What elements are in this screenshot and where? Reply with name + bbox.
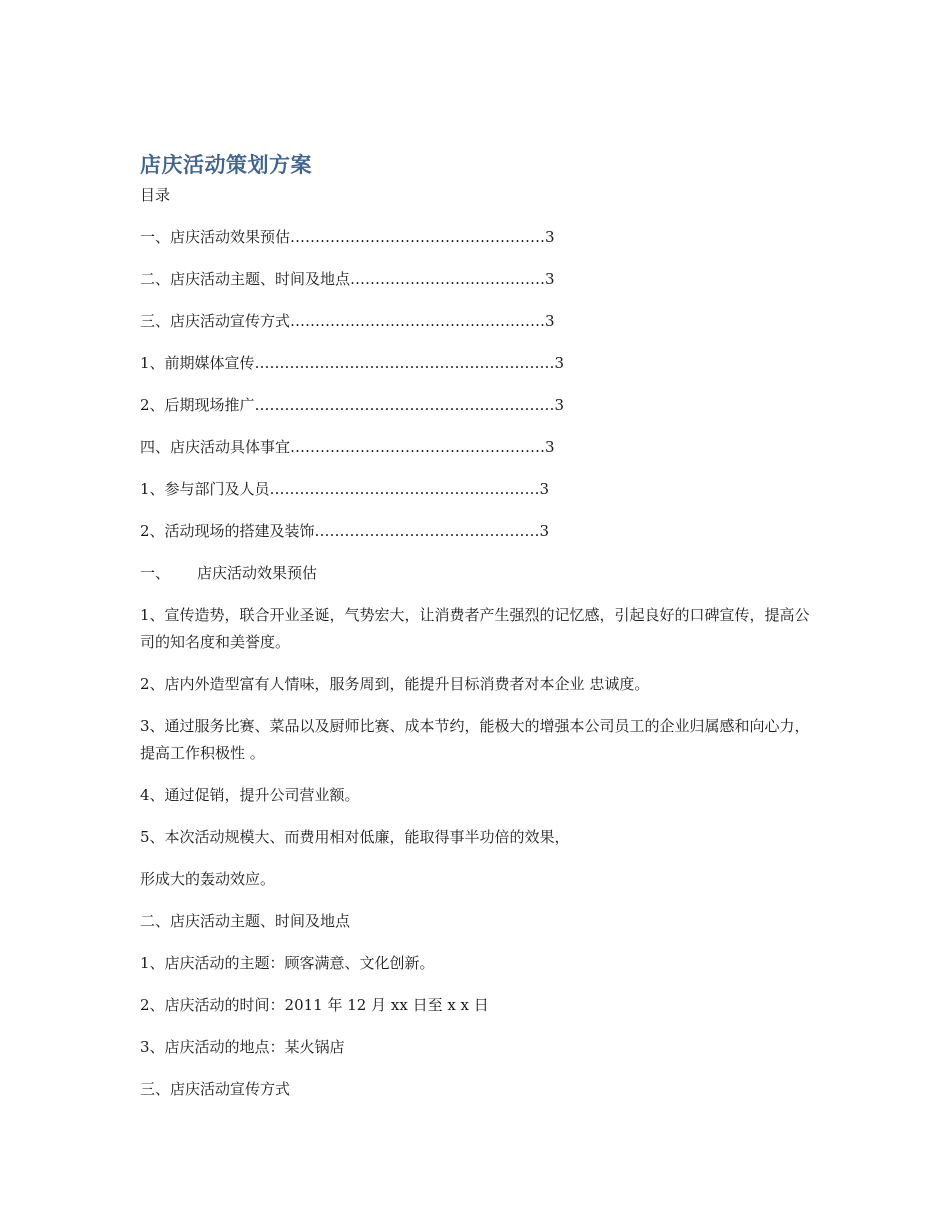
section-heading [140,560,820,586]
toc-entry[interactable]: 1、前期媒体宣传……………………………………………………3 [140,354,565,372]
toc-entry[interactable]: 1、参与部门及人员………………………………………………3 [140,480,550,498]
paragraph: 4、通过促销，提升公司营业额。 [140,786,360,804]
table-of-contents [140,224,820,544]
paragraph: 3、店庆活动的地点：某火锅店 [140,1038,345,1056]
paragraph: 1、店庆活动的主题：顾客满意、文化创新。 [140,954,435,972]
section-title: 店庆活动效果预估 [197,564,318,582]
paragraph: 2、店庆活动的时间：2011 年 12 月 xx 日至 x x 日 [140,996,489,1014]
toc-entry[interactable]: 2、后期现场推广……………………………………………………3 [140,396,565,414]
document-title: 店庆活动策划方案 [140,153,312,177]
toc-heading: 目录 [140,186,171,204]
document-page [140,148,820,1118]
paragraph: 形成大的轰动效应。 [140,870,276,888]
paragraph: 5、本次活动规模大、而费用相对低廉，能取得事半功倍的效果， [140,828,570,846]
section-heading: 二、店庆活动主题、时间及地点 [140,912,351,930]
paragraph: 1、宣传造势，联合开业圣诞，气势宏大，让消费者产生强烈的记忆感，引起良好的口碑宣传，提高公司的知名度和美誉度。 [140,606,810,651]
section-heading: 三、店庆活动宣传方式 [140,1080,291,1098]
paragraph: 2、店内外造型富有人情味，服务周到，能提升目标消费者对本企业 忠诚度。 [140,675,650,693]
toc-entry[interactable]: 2、活动现场的搭建及装饰………………………………………3 [140,522,550,540]
toc-entry[interactable]: 三、店庆活动宣传方式……………………………………………3 [140,312,555,330]
toc-entry[interactable]: 二、店庆活动主题、时间及地点…………………………………3 [140,270,555,288]
toc-entry[interactable]: 一、店庆活动效果预估……………………………………………3 [140,228,555,246]
section-number: 一、 [140,564,171,582]
paragraph: 3、通过服务比赛、菜品以及厨师比赛、成本节约，能极大的增强本公司员工的企业归属感和向心力，提高工作积极性 。 [140,717,810,762]
toc-entry[interactable]: 四、店庆活动具体事宜……………………………………………3 [140,438,555,456]
